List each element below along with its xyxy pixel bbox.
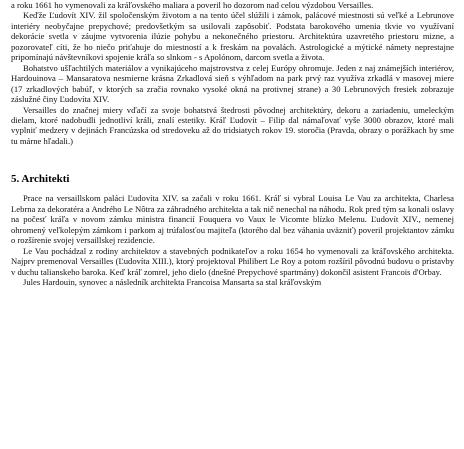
paragraph: Prace na versaillskom paláci Ľudovíta XIV. sa začali v roku 1661. Kráľ si vybral Louisa Le Vau za architekta, Charlesa Lebrna za dekoratéra a Andrého Le Nôtra za záhradného architekta a tak nič nenechal na náhodu. Rok pred tým sa konali oslavy na počesť kráľa v novom zámku ministra financií Fouquera vo Vaux le Vicomte blízko Melenu. Ľudovít XIV., nemenej ohromený veľkolepým zámkom i parkom aj trúfalosťou majiteľa (ktorého dal bez váhania uväzniť) poveril projektantov zámku o rozšírenie svojej versaillskej rezidencie. bbox=[11, 193, 454, 246]
spacer bbox=[11, 186, 454, 193]
paragraph: Le Vau pochádzal z rodiny architektov a stavebných podnikateľov a roku 1654 ho vymenovali za kráľovského architekta. Najprv premenoval Versailles (Ľudovíta XIII.), ktorý projektoval Philibert Le Roy a potom rozšíril pôvodnú budovu o prístavby v duchu talianskeho baroka. Keď kráľ zomrel, jeho dielo (dnešné Prepychové spartmány) dokončil asistent Francois d'Orbay. bbox=[11, 245, 454, 277]
paragraph: Versailles do značnej miery vďačí za svoje bohatstvá štedrosti pôvodnej architektúry, dekoru a zariadeniu, umeleckým dielam, ktoré nadobudli jednotliví králi, znalí estetiky. Kráľ Ľudovít – Filip dal námaľovať vyše 3000 obrazov, ktoré mali vyplniť medzery v dejinách Francúzska od stredoveku až do tridsiatych rokov 19. storočia (Pravda, obrazy o porážkach by sme tu márne hľadali.) bbox=[11, 104, 454, 146]
spacer bbox=[11, 146, 454, 172]
paragraph: Bohatstvo ušľachtilých materiálov a vynikajúceho majstrovstva z celej Európy ohromuje. Jeden z naj známejších interiérov, Hardouinova – Mansaratova nesmierne krásna Zrkadlová sieň s výhľadom na park prvý raz využíva zrkadlá v masovej miere (17 zrkadlových babúľ, v ktorých sa zračia rovnako vysoké okná na protivnej strane) a 30 Lebrunových fresiek zobrazuje záslužné činy Ľudovíta XIV. bbox=[11, 62, 454, 105]
paragraph: Keďže Ľudovít XIV. žil spoločenským životom a na tento účel slúžili i zámok, palácové miestnosti sú veľké a Lebrunove interiéry neobyčajne prepychové; predovšetkým sa usilovali zapôsobiť. Podstata barokového umenia tkvie vo využívaní dekorácie svetla v záujme vytvorenia ilúzie pohybu a nekonečného priestoru. Architektúra uzavretého priestoru mizne, a pozorovateľ cíti, že ho niečo priťahuje do miestností a k freskám na povalách. Astrologické a mýtické námety neprestajne pripomínajú návštevníkovi spojenie kráľa so slnkom - s Apolónom, darcom svetla a života. bbox=[11, 10, 454, 63]
paragraph: a roku 1661 ho vymenovali za kráľovského maliara a poveril ho dozorom nad celou výzdobou Versailles. bbox=[11, 0, 374, 10]
paragraph: Jules Hardouin, synovec a následník architekta Francoisa Mansarta sa stal kráľovským bbox=[23, 276, 322, 287]
section-heading: 5. Architekti bbox=[11, 173, 70, 186]
document-page bbox=[11, 0, 454, 287]
